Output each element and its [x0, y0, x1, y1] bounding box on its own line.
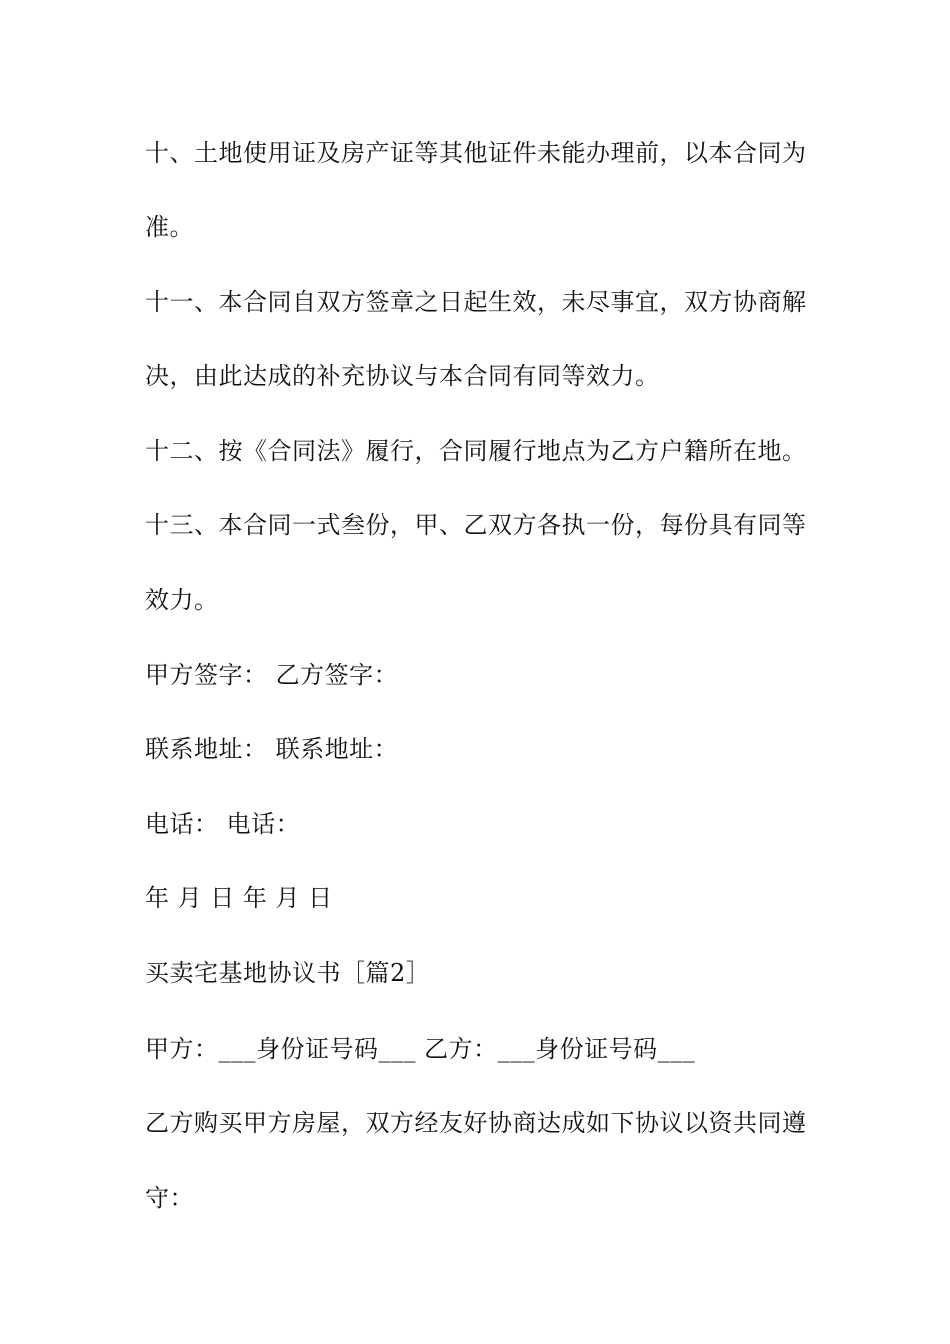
- signature-line: 甲方签字： 乙方签字：: [145, 661, 399, 689]
- clause-12: 十二、按《合同法》履行，合同履行地点为乙方户籍所在地。: [145, 437, 807, 465]
- intro-line-2: 守：: [145, 1184, 194, 1212]
- section-title: 买卖宅基地协议书［篇2］: [145, 959, 431, 987]
- clause-11-line-2: 决，由此达成的补充协议与本合同有同等效力。: [145, 362, 660, 390]
- phone-line: 电话： 电话：: [145, 810, 301, 838]
- clause-13-line-2: 效力。: [145, 586, 219, 614]
- date-line: 年 月 日 年 月 日: [145, 884, 333, 912]
- clause-10-line-2: 准。: [145, 213, 194, 241]
- clause-11-line-1: 十一、本合同自双方签章之日起生效，未尽事宜，双方协商解: [145, 288, 807, 316]
- intro-line-1: 乙方购买甲方房屋，双方经友好协商达成如下协议以资共同遵: [145, 1109, 807, 1137]
- clause-10-line-1: 十、土地使用证及房产证等其他证件未能办理前，以本合同为: [145, 139, 807, 167]
- address-line: 联系地址： 联系地址：: [145, 735, 399, 763]
- clause-13-line-1: 十三、本合同一式叁份，甲、乙双方各执一份，每份具有同等: [145, 511, 807, 539]
- parties-line: 甲方：___身份证号码___ 乙方：___身份证号码___: [145, 1035, 696, 1063]
